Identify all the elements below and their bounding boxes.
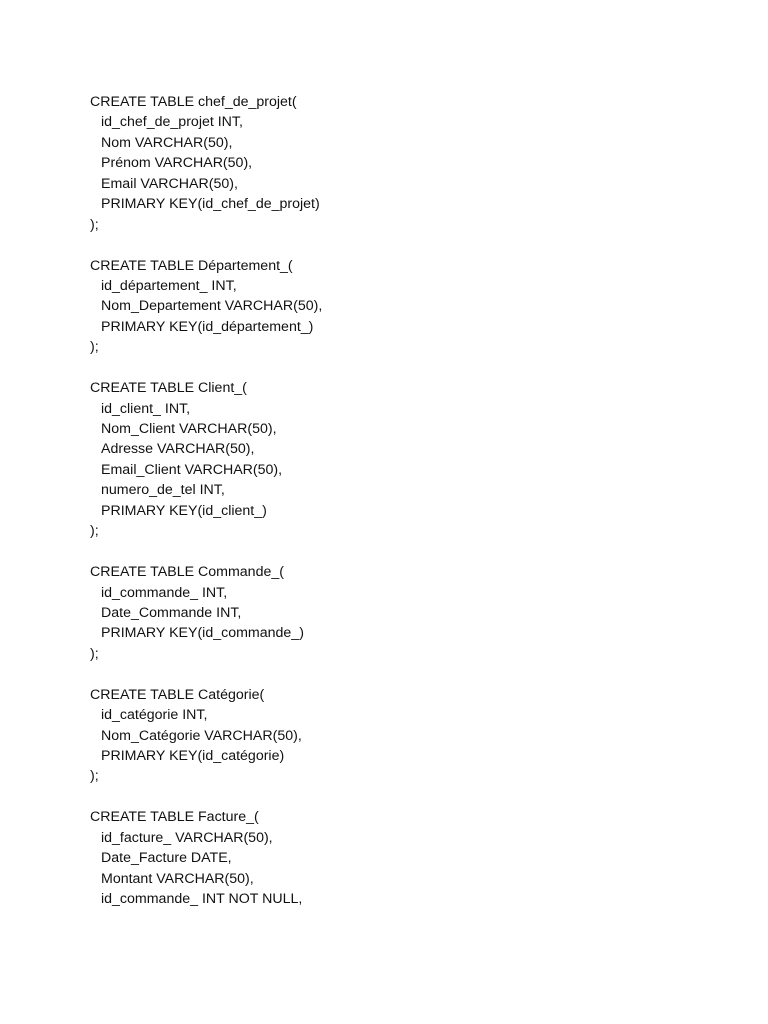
code-line: PRIMARY KEY(id_département_) bbox=[101, 318, 314, 335]
code-line: Nom_Departement VARCHAR(50), bbox=[101, 298, 323, 315]
code-line: PRIMARY KEY(id_client_) bbox=[101, 502, 267, 519]
code-line: CREATE TABLE Facture_( bbox=[90, 809, 259, 826]
blank-line bbox=[90, 787, 730, 807]
code-line: PRIMARY KEY(id_chef_de_projet) bbox=[101, 196, 320, 213]
code-line: Date_Facture DATE, bbox=[101, 850, 232, 867]
code-line: ); bbox=[90, 339, 99, 356]
code-line: PRIMARY KEY(id_catégorie) bbox=[101, 748, 285, 764]
code-line: CREATE TABLE Département_( bbox=[90, 257, 293, 274]
code-line: ); bbox=[90, 523, 99, 540]
code-line: Adresse VARCHAR(50), bbox=[101, 441, 255, 458]
code-line: CREATE TABLE chef_de_projet( bbox=[90, 94, 297, 110]
code-line: Email VARCHAR(50), bbox=[101, 175, 238, 192]
code-line: Montant VARCHAR(50), bbox=[101, 870, 254, 887]
code-line: id_commande_ INT NOT NULL, bbox=[101, 891, 303, 908]
code-line: Nom_Client VARCHAR(50), bbox=[101, 421, 277, 437]
code-line: Date_Commande INT, bbox=[101, 604, 242, 621]
code-line: id_commande_ INT, bbox=[101, 584, 228, 601]
code-line: id_facture_ VARCHAR(50), bbox=[101, 829, 273, 846]
sql-code-block bbox=[90, 92, 730, 910]
blank-line bbox=[90, 664, 730, 684]
code-line: PRIMARY KEY(id_commande_) bbox=[101, 625, 304, 642]
blank-line bbox=[90, 358, 730, 378]
code-line: Prénom VARCHAR(50), bbox=[101, 155, 253, 172]
code-line: ); bbox=[90, 645, 99, 662]
code-line: ); bbox=[90, 768, 99, 785]
blank-line bbox=[90, 235, 730, 255]
blank-line bbox=[90, 542, 730, 562]
code-line: Nom_Catégorie VARCHAR(50), bbox=[101, 727, 302, 744]
code-line: ); bbox=[90, 216, 99, 233]
code-line: id_client_ INT, bbox=[101, 400, 191, 417]
code-line: CREATE TABLE Catégorie( bbox=[90, 686, 265, 703]
code-line: Email_Client VARCHAR(50), bbox=[101, 461, 283, 478]
code-line: id_chef_de_projet INT, bbox=[101, 114, 243, 131]
code-line: id_catégorie INT, bbox=[101, 707, 208, 724]
code-line: Nom VARCHAR(50), bbox=[101, 134, 233, 151]
code-line: numero_de_tel INT, bbox=[101, 482, 225, 499]
code-line: id_département_ INT, bbox=[101, 277, 237, 294]
code-line: CREATE TABLE Commande_( bbox=[90, 564, 284, 581]
code-line: CREATE TABLE Client_( bbox=[90, 380, 247, 397]
